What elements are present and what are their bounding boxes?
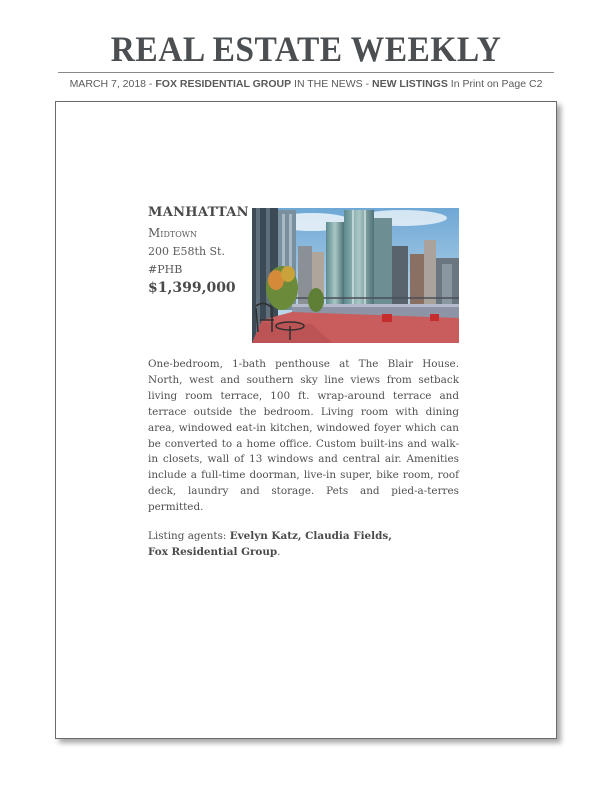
new-listings-label: NEW LISTINGS bbox=[372, 78, 448, 90]
listing-description: One-bedroom, 1-bath penthouse at The Blair House. North, west and southern sky line views from setback living room terrace, 100 ft. wrap-around terrace and terrace outside the bedroom. Living room with dining area, windowed eat-in kitchen, windowed foyer which can be converted to a home office. Custom built-ins and walk-in closets, wall of 13 windows and central air. Amenities include a full-time doorman, live-in super, bike room, roof deck, laundry and storage. Pets and pied-a-terres permitted. bbox=[148, 358, 459, 514]
listing-photo bbox=[252, 208, 459, 343]
masthead-title: REAL ESTATE WEEKLY bbox=[110, 29, 502, 69]
terrace-skyline-image bbox=[252, 208, 459, 343]
listing-header bbox=[148, 205, 252, 296]
agency-suffix: . bbox=[277, 546, 281, 558]
agency-name: Fox Residential Group bbox=[148, 546, 278, 558]
print-note: In Print on Page C2 bbox=[447, 78, 543, 90]
listing-neighborhood: Midtown bbox=[148, 226, 197, 240]
agents-prefix: Listing agents: bbox=[148, 530, 230, 542]
listing-agents bbox=[148, 528, 459, 560]
issue-date: MARCH 7, 2018 bbox=[69, 78, 147, 90]
agent-names: Evelyn Katz, Claudia Fields, bbox=[229, 530, 392, 542]
listing-city: MANHATTAN bbox=[148, 205, 249, 220]
subhead-separator: - bbox=[146, 78, 156, 90]
listing-price: $1,399,000 bbox=[148, 280, 236, 296]
listing-address: 200 E58th St. bbox=[148, 245, 225, 258]
in-the-news-label: IN THE NEWS - bbox=[291, 78, 373, 90]
company-name: FOX RESIDENTIAL GROUP bbox=[155, 78, 292, 90]
subhead-line bbox=[0, 78, 612, 90]
listing-unit: #PHB bbox=[148, 263, 183, 276]
masthead-rule bbox=[58, 72, 554, 73]
